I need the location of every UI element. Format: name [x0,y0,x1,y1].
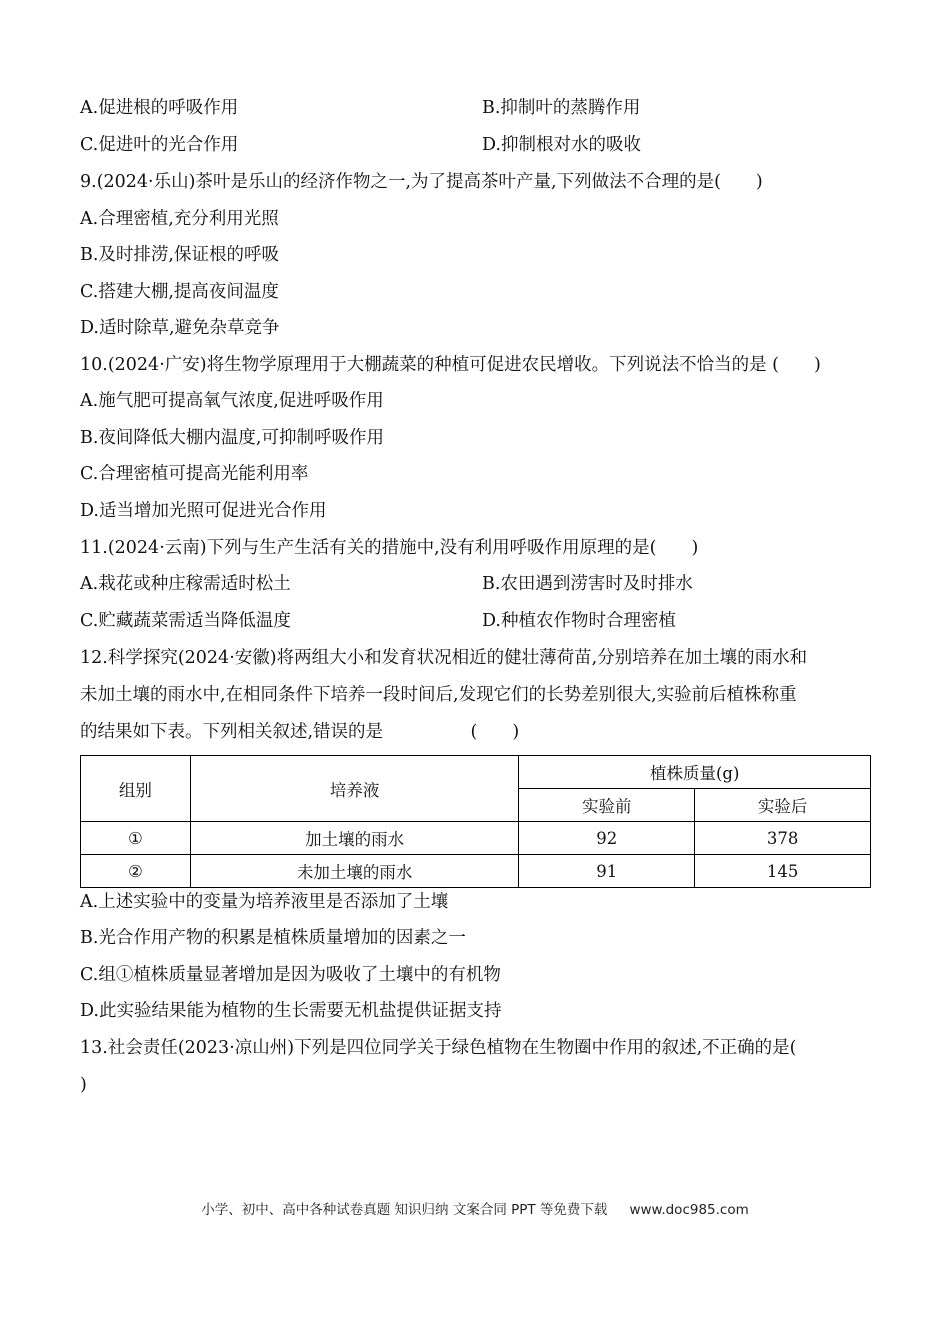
q9-stem: 9.(2024·乐山)茶叶是乐山的经济作物之一,为了提高茶叶产量,下列做法不合理的是( ) [80,172,763,192]
q11-option-b: B.农田遇到涝害时及时排水 [482,574,693,594]
q10-option-d: D.适当增加光照可促进光合作用 [80,501,327,521]
footer-text: 小学、初中、高中各种试卷真题 知识归纳 文案合同 PPT 等免费下载 [201,1202,608,1218]
cell-medium: 加土壤的雨水 [190,822,519,855]
cell-group: ① [81,822,191,855]
page-footer [0,1198,950,1218]
cell-after: 378 [695,822,871,855]
header-plant-mass: 植株质量(g) [519,756,871,789]
q12-stem-line-1: 12.科学探究(2024·安徽)将两组大小和发育状况相近的健壮薄荷苗,分别培养在加土壤的雨水和 [80,648,808,668]
q12-option-a: A.上述实验中的变量为培养液里是否添加了土壤 [80,892,449,912]
header-medium: 培养液 [190,756,519,822]
q9-option-a: A.合理密植,充分利用光照 [80,209,279,229]
q11-stem: 11.(2024·云南)下列与生产生活有关的措施中,没有利用呼吸作用原理的是( ) [80,538,699,558]
q10-option-c: C.合理密植可提高光能利用率 [80,464,309,484]
q11-option-c: C.贮藏蔬菜需适当降低温度 [80,611,291,631]
q10-option-a: A.施气肥可提高氧气浓度,促进呼吸作用 [80,391,384,411]
table-row [81,822,871,855]
q9-option-c: C.搭建大棚,提高夜间温度 [80,282,279,302]
q8-option-a: A.促进根的呼吸作用 [80,98,239,118]
q10-stem: 10.(2024·广安)将生物学原理用于大棚蔬菜的种植可促进农民增收。下列说法不恰当的是 ( ) [80,355,821,375]
q8-option-b: B.抑制叶的蒸腾作用 [482,98,641,118]
q12-stem-line-2: 未加土壤的雨水中,在相同条件下培养一段时间后,发现它们的长势差别很大,实验前后植株称重 [80,685,797,705]
q8-option-d: D.抑制根对水的吸收 [482,135,641,155]
q9-option-b: B.及时排涝,保证根的呼吸 [80,245,279,265]
q10-option-b: B.夜间降低大棚内温度,可抑制呼吸作用 [80,428,384,448]
q12-option-c: C.组①植株质量显著增加是因为吸收了土壤中的有机物 [80,965,501,985]
footer-url[interactable]: www.doc985.com [629,1202,749,1218]
q11-option-d: D.种植农作物时合理密植 [482,611,676,631]
cell-group: ② [81,855,191,888]
q9-option-d: D.适时除草,避免杂草竞争 [80,318,280,338]
q12-option-b: B.光合作用产物的积累是植株质量增加的因素之一 [80,928,466,948]
header-after: 实验后 [695,789,871,822]
q12-results-table [80,755,871,888]
header-before: 实验前 [519,789,695,822]
header-group: 组别 [81,756,191,822]
q11-option-a: A.栽花或种庄稼需适时松土 [80,574,291,594]
cell-after: 145 [695,855,871,888]
q13-stem-line-2: ) [80,1075,87,1095]
table-row [81,855,871,888]
cell-before: 91 [519,855,695,888]
q12-option-d: D.此实验结果能为植物的生长需要无机盐提供证据支持 [80,1001,502,1021]
q12-stem-line-3: 的结果如下表。下列相关叙述,错误的是 ( ) [80,722,520,742]
cell-before: 92 [519,822,695,855]
cell-medium: 未加土壤的雨水 [190,855,519,888]
q8-option-c: C.促进叶的光合作用 [80,135,239,155]
q13-stem-line-1: 13.社会责任(2023·凉山州)下列是四位同学关于绿色植物在生物圈中作用的叙述,不正确的是( [80,1038,797,1058]
